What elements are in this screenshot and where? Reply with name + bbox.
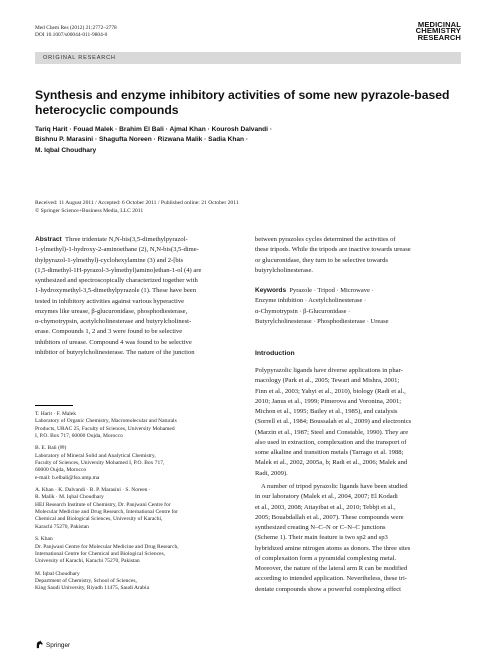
abstract-line: enzymes like urease, β-glucuronidase, phosphodiesterase, bbox=[35, 307, 188, 315]
author-line-1: Tariq Harit · Fouad Malek · Brahim El Bali · Ajmal Khan · Kourosh Dalvandi · bbox=[35, 126, 273, 133]
keywords-heading: Keywords bbox=[255, 287, 287, 294]
intro-line: Finn et al., 2003; Yahyi et al., 2010), biology (Radi et al., bbox=[255, 387, 406, 395]
journal-logo-line-3: RESEARCH bbox=[417, 32, 461, 42]
abstract-heading: Abstract bbox=[35, 236, 62, 243]
intro-line: Radi, 2009). bbox=[255, 469, 288, 477]
section-heading-introduction: Introduction bbox=[255, 350, 295, 357]
abstract-line: (1,5-dimethyl-1H-pyrazol-3-ylmethyl)amino]ethan-1-ol (4) are bbox=[35, 266, 202, 274]
article-title: Synthesis and enzyme inhibitory activities of some new pyrazole-based heterocyclic compounds bbox=[35, 88, 450, 117]
footnote-rule bbox=[35, 405, 73, 406]
author-list bbox=[35, 125, 465, 156]
abstract-line: α-chymotrypsin, acetylcholinesterase and butyrylcholinest- bbox=[35, 318, 192, 325]
journal-logo-line-2: CHEMISTRY bbox=[415, 26, 461, 36]
publisher-footer bbox=[35, 640, 70, 649]
intro-line: (Marzin et al., 1987; Steel and Constable, 1990). They are bbox=[255, 428, 409, 436]
abstract-line: thylpyrazol-1-ylmethyl)-cyclohexylamine (3) and 2-[bis bbox=[35, 256, 184, 264]
intro-line: (Scheme 1). Their main feature is two sp2 and sp3 bbox=[255, 534, 388, 542]
intro-line: Michon et al., 1995; Bailey et al., 1985), and catalysis bbox=[255, 408, 398, 415]
intro-line: according to intended application. Nevertheless, these tri- bbox=[255, 575, 407, 583]
intro-line: et al., 2003, 2008; Attayibat et al., 2010; Tebbji et al., bbox=[255, 503, 396, 511]
doi-line: DOI 10.1007/s00044-011-9804-0 bbox=[35, 32, 108, 38]
intro-line: (Sorrell et al., 1984; Boussalah et al., 2009) and electronics bbox=[255, 418, 412, 426]
journal-logo-line-1: MEDICINAL bbox=[417, 20, 461, 29]
intro-line: dentate compounds show a powerful complexing effect bbox=[255, 585, 401, 593]
affiliation-block: T. Harit · F. Malek Laboratory of Organic Chemistry, Macromolecular and Naturals Products, URAC 25, Faculty of Sciences, University Mohamed I, P.O. Box 717, 60000 Oujda, Morocco bbox=[35, 411, 177, 440]
abstract-line: inhibitor of butyrylcholinesterase. The nature of the junction bbox=[35, 348, 195, 356]
email-link[interactable]: e-mail: b.elbali@fso.ump.ma bbox=[35, 474, 100, 481]
abstract-line: inhibitors of urease. Compound 4 was found to be selective bbox=[35, 338, 192, 346]
intro-line: Malek et al., 2002, 2005a, b; Radi et al., 2006; Malek and bbox=[255, 459, 408, 467]
affiliations bbox=[35, 411, 241, 598]
copyright-line: © Springer Science+Business Media, LLC 2011 bbox=[35, 208, 144, 214]
abstract bbox=[35, 235, 241, 358]
keywords bbox=[255, 286, 465, 327]
keyword-line: Pyrazole · Tripod · Microwave · bbox=[289, 287, 374, 294]
article-type-band bbox=[35, 52, 461, 64]
intro-line: 2010; Janus et al., 1999; Pimerova and Voronina, 2001; bbox=[255, 397, 402, 405]
abstract-continued bbox=[255, 235, 461, 276]
author-line-2: Bishnu P. Marasini · Shagufta Noreen · Rizwana Malik · Sadia Khan · bbox=[35, 136, 249, 144]
intro-line: 2005; Bouabdallah et al., 2007). These compounds were bbox=[255, 513, 404, 521]
intro-line: some alkaline and transition metals (Tarrago et al. 1988; bbox=[255, 449, 404, 456]
intro-line: of complexation form a pyramidal complexing metal. bbox=[255, 554, 397, 562]
keyword-line: α-Chymotrypsin · β-Glucuronidase · bbox=[255, 307, 351, 315]
abstract-line: 1-hydroxymethyl-3,5-dimethylpyrazole (1). These have been bbox=[35, 287, 197, 295]
citation-line: Med Chem Res (2012) 21:2772–2778 bbox=[35, 25, 117, 31]
affiliation-block: B. E. Bali (✉) Laboratory of Mineral Solid and Analytical Chemistry, Faculty of Sciences, University Mohamed I, P.O. Box 717, 60000 Oujda, Morocco e-mail: b.elbali@fso.ump.ma bbox=[35, 445, 241, 482]
intro-line: Polypyrazolic ligands have diverse applications in phar- bbox=[255, 367, 403, 374]
abstract-line: 1-ylmethyl)-1-hydroxy-2-aminoethane (2), N,N-bis(3,5-dime- bbox=[35, 246, 199, 254]
abstract-line: erase. Compounds 1, 2 and 3 were found to be selective bbox=[35, 328, 183, 336]
keyword-line: Butyrylcholinesterase · Phosphodiesterase · Urease bbox=[255, 317, 389, 325]
affiliation-block: M. Iqbal Choudhary Department of Chemistry, School of Sciences, King Saudi University, Riyadh 11475, Saudi Arabia bbox=[35, 570, 150, 592]
author-line-3: M. Iqbal Choudhary bbox=[35, 146, 97, 154]
abstract-line: tested in inhibitory activities against various hyperactive bbox=[35, 297, 185, 305]
journal-logo bbox=[416, 22, 461, 41]
abstract-line: between pyrazoles cycles determined the activities of bbox=[255, 236, 396, 243]
springer-horse-icon bbox=[35, 640, 44, 649]
keyword-line: Enzyme inhibition · Acetylcholinesterase · bbox=[255, 297, 367, 305]
dates-line: Received: 11 August 2011 / Accepted: 6 October 2011 / Published online: 21 October 2011 bbox=[35, 200, 239, 206]
introduction-paragraph-2 bbox=[255, 482, 461, 595]
intro-line: hybridized amine nitrogen atoms as donors. The three sites bbox=[255, 544, 411, 552]
intro-line: in our laboratory (Malek et al., 2004, 2007; El Kodadi bbox=[255, 493, 398, 501]
article-type: ORIGINAL RESEARCH bbox=[43, 55, 116, 61]
affiliation-block: A. Khan · K. Dalvandi · B. P. Marasini · S. Noreen · R. Malik · M. Iqbal Choudhary HEJ Research Institute of Chemistry, Dr. Panjwani Centre for Molecular Medicine and Drug Research, International Centre for Chemical and Biological Sciences, University of Karachi, Karachi 75270, Pakistan bbox=[35, 487, 178, 530]
introduction-paragraph-1 bbox=[255, 366, 461, 479]
intro-line: Moreover, the nature of the lateral arm R can be modified bbox=[255, 565, 408, 572]
publisher-name: Springer bbox=[46, 642, 71, 649]
abstract-line: synthesized and spectroscopically characterized together with bbox=[35, 277, 198, 284]
abstract-line: these tripods. While the tripods are inactive towards urease bbox=[255, 246, 411, 254]
intro-line: macology (Park et al., 2005; Tewari and Mishra, 2001; bbox=[255, 377, 400, 385]
abstract-line: or glucuronidase, they turn to be selective towards bbox=[255, 256, 388, 264]
intro-line: synthesized creating N–C–N or C–N–C junctions bbox=[255, 524, 386, 531]
intro-line: also used in extraction, complexation and the transport of bbox=[255, 438, 407, 446]
abstract-line: Three tridentate N,N-bis(3,5-dimethylpyrazol- bbox=[65, 236, 188, 243]
intro-line: A number of tripod pyrazolic ligands have been studied bbox=[261, 483, 408, 490]
abstract-line: butyrylcholinesterase. bbox=[255, 266, 314, 274]
affiliation-block: S. Khan Dr. Panjwani Centre for Molecular Medicine and Drug Research, International Centre for Chemical and Biological Sciences, University of Karachi, Karachi 75270, Pakistan bbox=[35, 536, 179, 565]
